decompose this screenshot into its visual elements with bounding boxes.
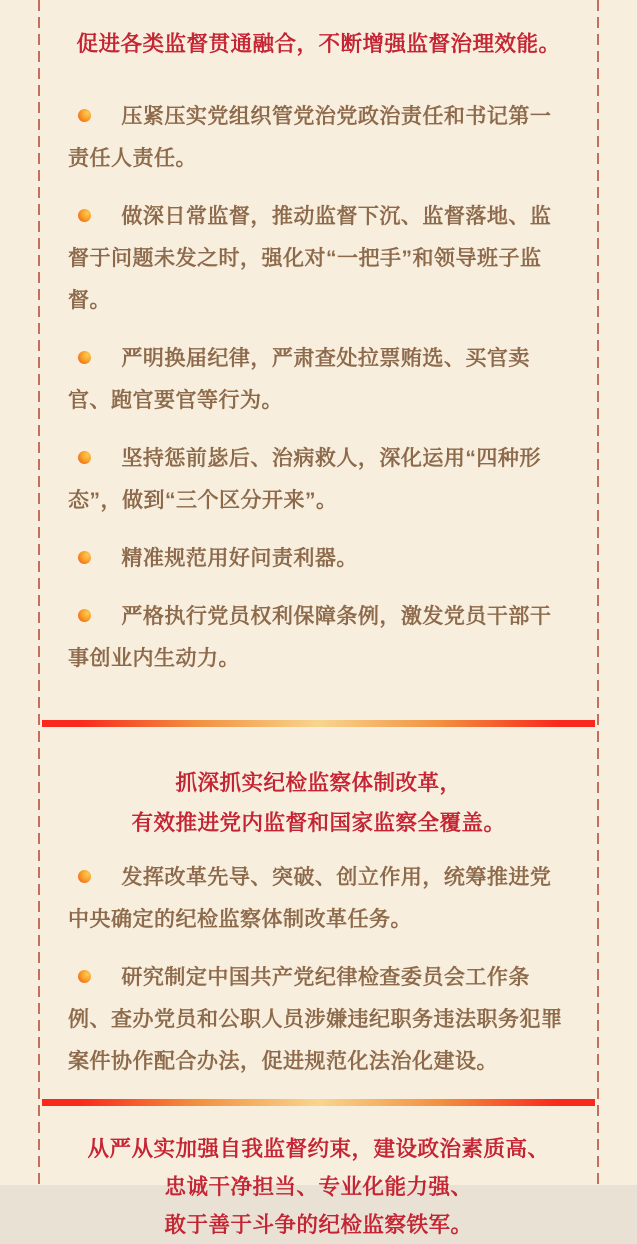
bullet-text: 严格执行党员权利保障条例，激发党员干部干事创业内生动力。 [68, 605, 552, 670]
bullet-item [68, 338, 569, 422]
heading-line: 从严从实加强自我监督约束，建设政治素质高、 [87, 1137, 550, 1161]
bullet-item [68, 957, 569, 1083]
bullet-item [68, 196, 569, 322]
bullet-text: 坚持惩前毖后、治病救人，深化运用“四种形态”，做到“三个区分开来”。 [68, 447, 541, 512]
heading-line: 有效推进党内监督和国家监察全覆盖。 [131, 811, 506, 835]
bullet-item [68, 438, 569, 522]
bullet-dot-icon [78, 351, 91, 364]
section-divider [42, 720, 595, 727]
bullet-text: 严明换届纪律，严肃查处拉票贿选、买官卖官、跑官要官等行为。 [68, 347, 530, 412]
bullet-item [68, 857, 569, 941]
bullet-dot-icon [78, 609, 91, 622]
bullet-item [68, 538, 569, 580]
bullet-dot-icon [78, 109, 91, 122]
section-divider [42, 1099, 595, 1106]
bullet-text: 发挥改革先导、突破、创立作用，统筹推进党中央确定的纪检监察体制改革任务。 [68, 866, 552, 931]
heading-line: 忠诚干净担当、专业化能力强、 [164, 1175, 473, 1199]
bullet-dot-icon [78, 870, 91, 883]
bullet-item [68, 596, 569, 680]
section-1-heading: 促进各类监督贯通融合，不断增强监督治理效能。 [76, 32, 561, 56]
bullet-item [68, 96, 569, 180]
bullet-dot-icon [78, 970, 91, 983]
section-2-heading [68, 763, 569, 843]
bullet-text: 研究制定中国共产党纪律检查委员会工作条例、查办党员和公职人员涉嫌违纪职务违法职务犯罪案件协作配合办法，促进规范化法治化建设。 [68, 966, 563, 1073]
bullet-dot-icon [78, 209, 91, 222]
bullet-text: 做深日常监督，推动监督下沉、监督落地、监督于问题未发之时，强化对“一把手”和领导班子监督。 [68, 205, 552, 312]
bullet-dot-icon [78, 451, 91, 464]
bullet-text: 压紧压实党组织管党治党政治责任和书记第一责任人责任。 [68, 105, 552, 170]
bullet-dot-icon [78, 551, 91, 564]
heading-line: 敢于善于斗争的纪检监察铁军。 [164, 1213, 473, 1237]
bullet-text: 精准规范用好问责利器。 [121, 547, 358, 570]
heading-line: 抓深抓实纪检监察体制改革， [175, 771, 462, 795]
section-3-heading [68, 1130, 569, 1244]
